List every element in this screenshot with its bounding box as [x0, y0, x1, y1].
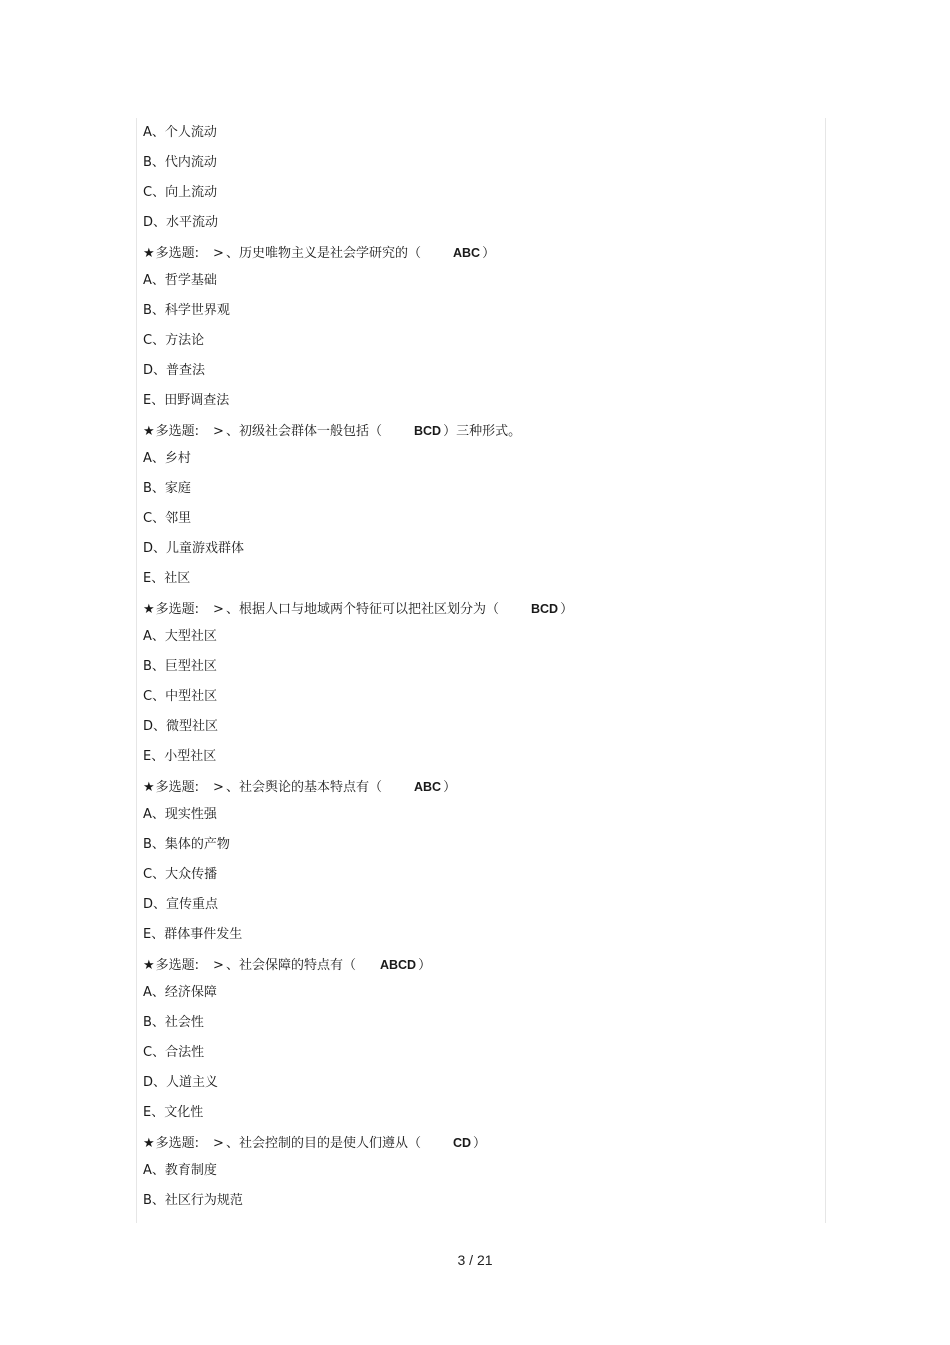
answer-key: ABC: [413, 780, 442, 794]
question-tail: 三种形式。: [456, 424, 522, 439]
question-type-label: 多选题:: [155, 602, 200, 617]
answer-option: E、小型社区: [143, 749, 217, 764]
question-type-label: 多选题:: [155, 246, 200, 261]
question-marker: >: [213, 424, 224, 439]
answer-option: E、文化性: [143, 1105, 204, 1120]
question-marker: >: [213, 602, 224, 617]
question-type-label: 多选题:: [155, 780, 200, 795]
answer-key: BCD: [413, 424, 442, 438]
question-close-paren: ）: [418, 958, 432, 973]
answer-option: E、群体事件发生: [143, 927, 243, 942]
answer-option: D、水平流动: [143, 215, 219, 230]
answer-option: A、教育制度: [143, 1163, 217, 1178]
question-marker: >: [213, 780, 224, 795]
answer-option: B、代内流动: [143, 155, 217, 170]
question-line: [143, 952, 813, 980]
answer-option: C、合法性: [143, 1045, 205, 1060]
answer-option: A、现实性强: [143, 807, 217, 822]
answer-option: A、经济保障: [143, 985, 217, 1000]
question-line: [143, 240, 813, 268]
answer-option: D、人道主义: [143, 1075, 219, 1090]
answer-option: B、巨型社区: [143, 659, 217, 674]
answer-option: E、田野调查法: [143, 393, 230, 408]
star-icon: ★: [143, 958, 155, 973]
question-line: [143, 1130, 813, 1158]
answer-option: D、普查法: [143, 363, 206, 378]
answer-option: B、集体的产物: [143, 837, 230, 852]
question-close-paren: ）: [560, 602, 574, 617]
answer-key: ABC: [452, 246, 481, 260]
question-marker: >: [213, 1136, 224, 1151]
question-stem: 、历史唯物主义是社会学研究的（: [225, 246, 421, 261]
answer-option: D、宣传重点: [143, 897, 219, 912]
question-close-paren: ）: [482, 246, 496, 261]
star-icon: ★: [143, 1136, 155, 1151]
question-stem: 、社会保障的特点有（: [225, 958, 356, 973]
document-body: [143, 120, 813, 1218]
question-line: [143, 418, 813, 446]
question-type-label: 多选题:: [155, 1136, 200, 1151]
answer-option: A、个人流动: [143, 125, 217, 140]
question-stem: 、初级社会群体一般包括（: [225, 424, 382, 439]
question-stem: 、根据人口与地域两个特征可以把社区划分为（: [225, 602, 499, 617]
answer-option: C、方法论: [143, 333, 205, 348]
page-number: 3 / 21: [457, 1252, 493, 1268]
answer-option: A、乡村: [143, 451, 191, 466]
question-stem: 、社会舆论的基本特点有（: [225, 780, 382, 795]
answer-option: E、社区: [143, 571, 191, 586]
question-line: [143, 774, 813, 802]
answer-option: C、大众传播: [143, 867, 218, 882]
star-icon: ★: [143, 780, 155, 795]
answer-option: B、科学世界观: [143, 303, 230, 318]
question-marker: >: [213, 958, 224, 973]
question-close-paren: ）: [443, 780, 457, 795]
star-icon: ★: [143, 246, 155, 261]
answer-option: B、社区行为规范: [143, 1193, 243, 1208]
answer-option: C、中型社区: [143, 689, 218, 704]
answer-option: C、邻里: [143, 511, 192, 526]
answer-option: B、家庭: [143, 481, 191, 496]
question-type-label: 多选题:: [155, 424, 200, 439]
answer-option: A、大型社区: [143, 629, 217, 644]
answer-key: CD: [452, 1136, 472, 1150]
answer-option: B、社会性: [143, 1015, 204, 1030]
star-icon: ★: [143, 424, 155, 439]
answer-key: ABCD: [379, 958, 417, 972]
question-close-paren: ）: [443, 424, 457, 439]
answer-option: A、哲学基础: [143, 273, 217, 288]
question-close-paren: ）: [473, 1136, 487, 1151]
question-marker: >: [213, 246, 224, 261]
star-icon: ★: [143, 602, 155, 617]
answer-option: D、微型社区: [143, 719, 219, 734]
question-type-label: 多选题:: [155, 958, 200, 973]
answer-key: BCD: [530, 602, 559, 616]
answer-option: C、向上流动: [143, 185, 218, 200]
answer-option: D、儿童游戏群体: [143, 541, 245, 556]
question-stem: 、社会控制的目的是使人们遵从（: [225, 1136, 421, 1151]
question-line: [143, 596, 813, 624]
